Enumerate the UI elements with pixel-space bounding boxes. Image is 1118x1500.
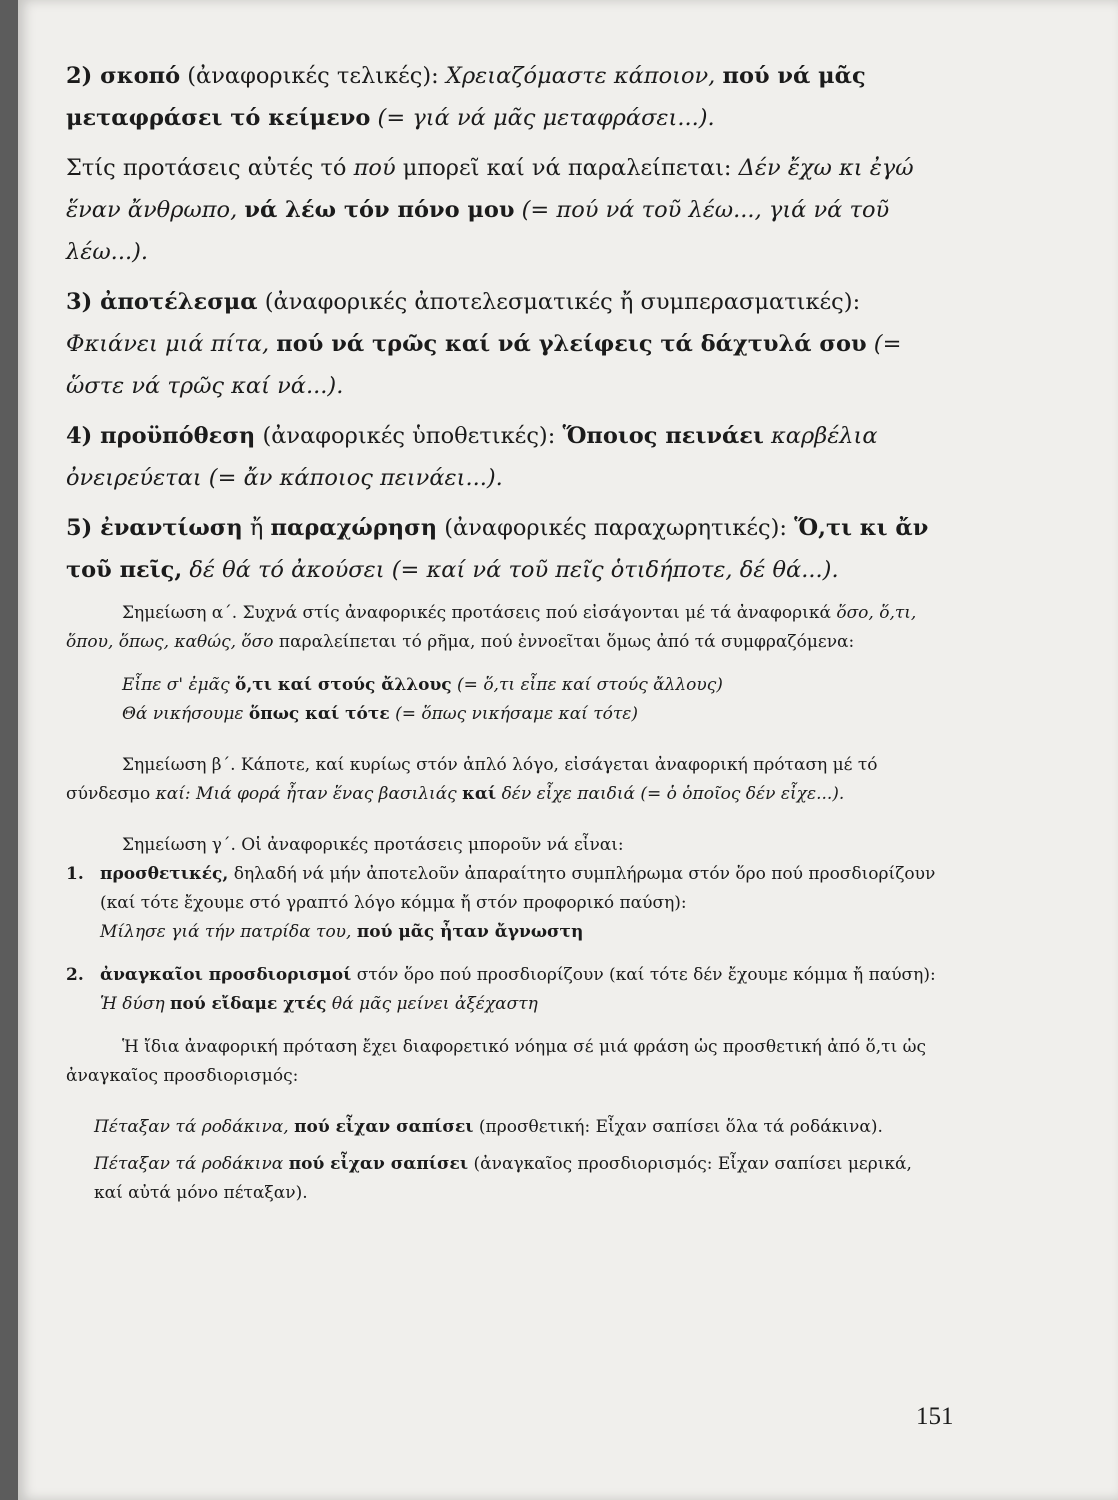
- note-a: Σημείωση α΄. Συχνά στίς ἀναφορικές προτάσεις πού εἰσάγονται μέ τά ἀναφορικά ὅσο, ὅ,τι, ὅπου, ὅπως, καθώς, ὅσο παραλείπεται τό ρῆμα, πού ἐννοεῖται ὅμως ἀπό τά συμφραζόμενα:: [66, 603, 917, 652]
- item-purpose: 2) σκοπό (ἀναφορικές τελικές): Χρειαζόμαστε κάποιον, πού νά μᾶς μεταφράσει τό κείμενο (= γιά νά μᾶς μεταφράσει...).: [66, 63, 866, 131]
- page-number: 151: [916, 1403, 954, 1430]
- item-result: 3) ἀποτέλεσμα (ἀναφορικές ἀποτελεσματικές ἤ συμπερασματικές): Φκιάνει μιά πίτα, πού νά τρῶς καί νά γλείφεις τά δάχτυλά σου (= ὥστε νά τρῶς καί νά...).: [66, 289, 902, 399]
- note-a-example: Θά νικήσουμε ὅπως καί τότε (= ὅπως νικήσαμε καί τότε): [122, 704, 639, 724]
- list-example: Ἡ δύση πού εἴδαμε χτές θά μᾶς μείνει ἀξέχαστη: [100, 994, 538, 1014]
- final-example: Πέταξαν τά ροδάκινα πού εἶχαν σαπίσει (ἀναγκαῖος προσδιορισμός: Εἶχαν σαπίσει μερικά, καί αὐτά μόνο πέταξαν).: [94, 1154, 912, 1203]
- item-condition: 4) προϋπόθεση (ἀναφορικές ὑποθετικές): Ὅποιος πεινάει καρβέλια ὀνειρεύεται (= ἄν κάποιος πεινάει...).: [66, 423, 878, 491]
- book-page: [18, 0, 1118, 1500]
- item-omission-note: Στίς προτάσεις αὐτές τό πού μπορεῖ καί νά παραλείπεται: Δέν ἔχω κι ἐγώ ἕναν ἄνθρωπο, νά λέω τόν πόνο μου (= πού νά τοῦ λέω..., γιά νά τοῦ λέω...).: [66, 155, 914, 265]
- main-section: [66, 55, 946, 591]
- note-c-follow: Ἡ ἴδια ἀναφορική πρόταση ἔχει διαφορετικό νόημα σέ μιά φράση ὡς προσθετική ἀπό ὅ,τι ὡς ἀναγκαῖος προσδιορισμός:: [66, 1037, 927, 1086]
- page-content: [66, 55, 946, 1208]
- notes-section: [66, 599, 946, 1208]
- note-b: Σημείωση β΄. Κάποτε, καί κυρίως στόν ἁπλό λόγο, εἰσάγεται ἀναφορική πρόταση μέ τό σύνδεσμο καί: Μιά φορά ἦταν ἕνας βασιλιάς καί δέν εἶχε παιδιά (= ὁ ὁποῖος δέν εἶχε...).: [66, 755, 878, 804]
- note-c: Σημείωση γ΄. Οἱ ἀναφορικές προτάσεις μποροῦν νά εἶναι:: [122, 835, 624, 855]
- item-concession: 5) ἐναντίωση ἤ παραχώρηση (ἀναφορικές παραχωρητικές): Ὅ,τι κι ἄν τοῦ πεῖς, δέ θά τό ἀκούσει (= καί νά τοῦ πεῖς ὁτιδήποτε, δέ θά...).: [66, 515, 929, 583]
- note-a-example: Εἶπε σ' ἐμᾶς ὅ,τι καί στούς ἄλλους (= ὅ,τι εἶπε καί στούς ἄλλους): [122, 675, 723, 695]
- final-example: Πέταξαν τά ροδάκινα, πού εἶχαν σαπίσει (προσθετική: Εἶχαν σαπίσει ὅλα τά ροδάκινα).: [94, 1117, 883, 1137]
- list-item: 2. ἀναγκαῖοι προσδιορισμοί στόν ὅρο πού προσδιορίζουν (καί τότε δέν ἔχουμε κόμμα ἤ παύση): Ἡ δύση πού εἴδαμε χτές θά μᾶς μείνει ἀξέχαστη: [66, 961, 946, 1019]
- list-example: Μίλησε γιά τήν πατρίδα του, πού μᾶς ἦταν ἄγνωστη: [100, 922, 584, 942]
- list-item: 1. προσθετικές, δηλαδή νά μήν ἀποτελοῦν ἀπαραίτητο συμπλήρωμα στόν ὅρο πού προσδιορίζουν (καί τότε ἔχουμε στό γραπτό λόγο κόμμα ἤ στόν προφορικό παύση): Μίλησε γιά τήν πατρίδα του, πού μᾶς ἦταν ἄγνωστη: [66, 860, 946, 947]
